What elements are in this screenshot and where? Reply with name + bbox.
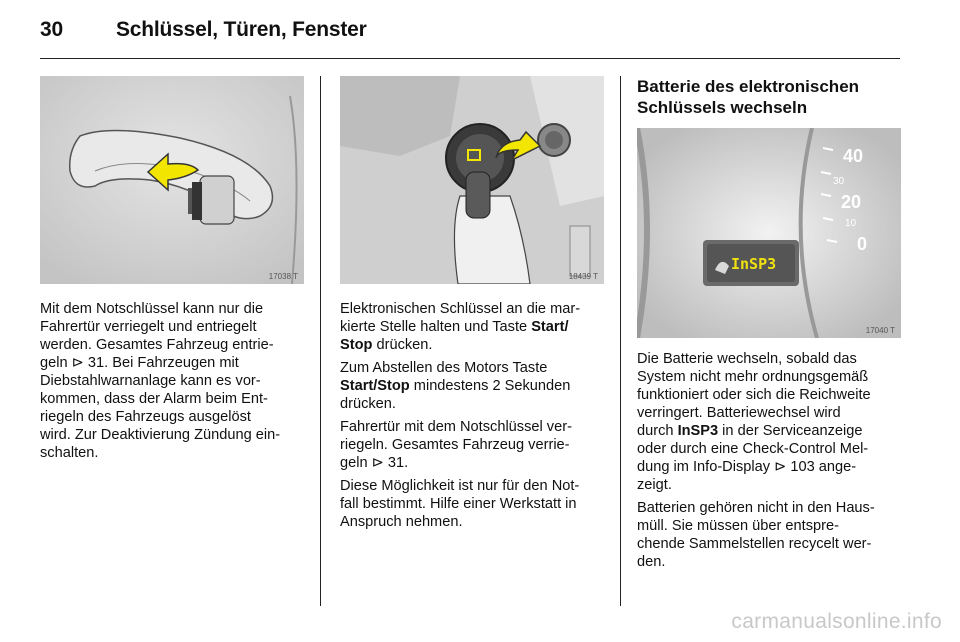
figure-number: 17040 T [865,326,895,335]
figure-door-handle [40,76,304,284]
start-stop-illustration [340,76,604,284]
column-divider-2 [620,76,621,606]
paragraph: Fahrertür mit dem Notschlüssel ver- riegeln. Gesamtes Fahrzeug verrie- geln ⊳ 31. [340,419,572,471]
gauge-label: 30 [833,176,845,187]
section-heading: Batterie des elektronischen Schlüssels wechseln [637,77,860,117]
paragraph: Elektronischen Schlüssel an die mar- kierte Stelle halten und Taste Start/ Stop drücken. [340,301,581,353]
figure-start-stop [340,76,604,284]
gauge-label: 0 [857,234,868,254]
gauge-label: 40 [843,146,864,166]
column-3-text [637,350,905,576]
gauge-label: 20 [841,192,862,212]
figure-service-display [637,128,901,338]
key-icon [192,182,202,220]
paragraph: Zum Abstellen des Motors Taste Start/Stop mindestens 2 Sekunden drücken. [340,360,571,412]
paragraph: Mit dem Notschlüssel kann nur die Fahrertür verriegelt und entriegelt werden. Gesamtes Fahrzeug entrie- geln ⊳ 31. Bei Fahrzeugen mit Diebstahlwarnanlage kann es vor- kommen, dass der Alarm beim Ent- riegeln des Fahrzeugs ausgelöst wird. Zur Deaktivierung Zündung ein- schalten. [40,301,281,461]
paragraph: Batterien gehören nicht in den Haus- müll. Sie müssen über entspre- chende Sammelstellen recycelt wer- den. [637,500,875,570]
column-2-text [340,300,610,536]
column-3-heading [637,76,902,118]
figure-number: 18439 T [568,272,598,281]
column-divider-1 [320,76,321,606]
page-header [40,18,367,42]
instrument-cluster-illustration [637,128,901,338]
gauge-label: 10 [845,218,857,229]
watermark: carmanualsonline.info [731,610,942,633]
paragraph: Die Batterie wechseln, sobald das System nicht mehr ordnungsgemäß funktioniert oder sich die Reichweite verringert. Batteriewechsel wird durch InSP3 in der Serviceanzeige oder durch eine Check-Control Mel- dung im Info-Display ⊳ 103 ange- zeigt. [637,351,871,493]
header-rule [40,58,900,59]
paragraph: Diese Möglichkeit ist nur für den Not- fall bestimmt. Hilfe einer Werkstatt in Anspruch nehmen. [340,478,580,530]
page-title: Schlüssel, Türen, Fenster [116,18,367,41]
figure-number: 17038 T [268,272,298,281]
page-number: 30 [40,18,63,41]
door-handle-illustration [40,76,304,284]
display-text: InSP3 [731,255,777,273]
column-1-text [40,300,310,462]
